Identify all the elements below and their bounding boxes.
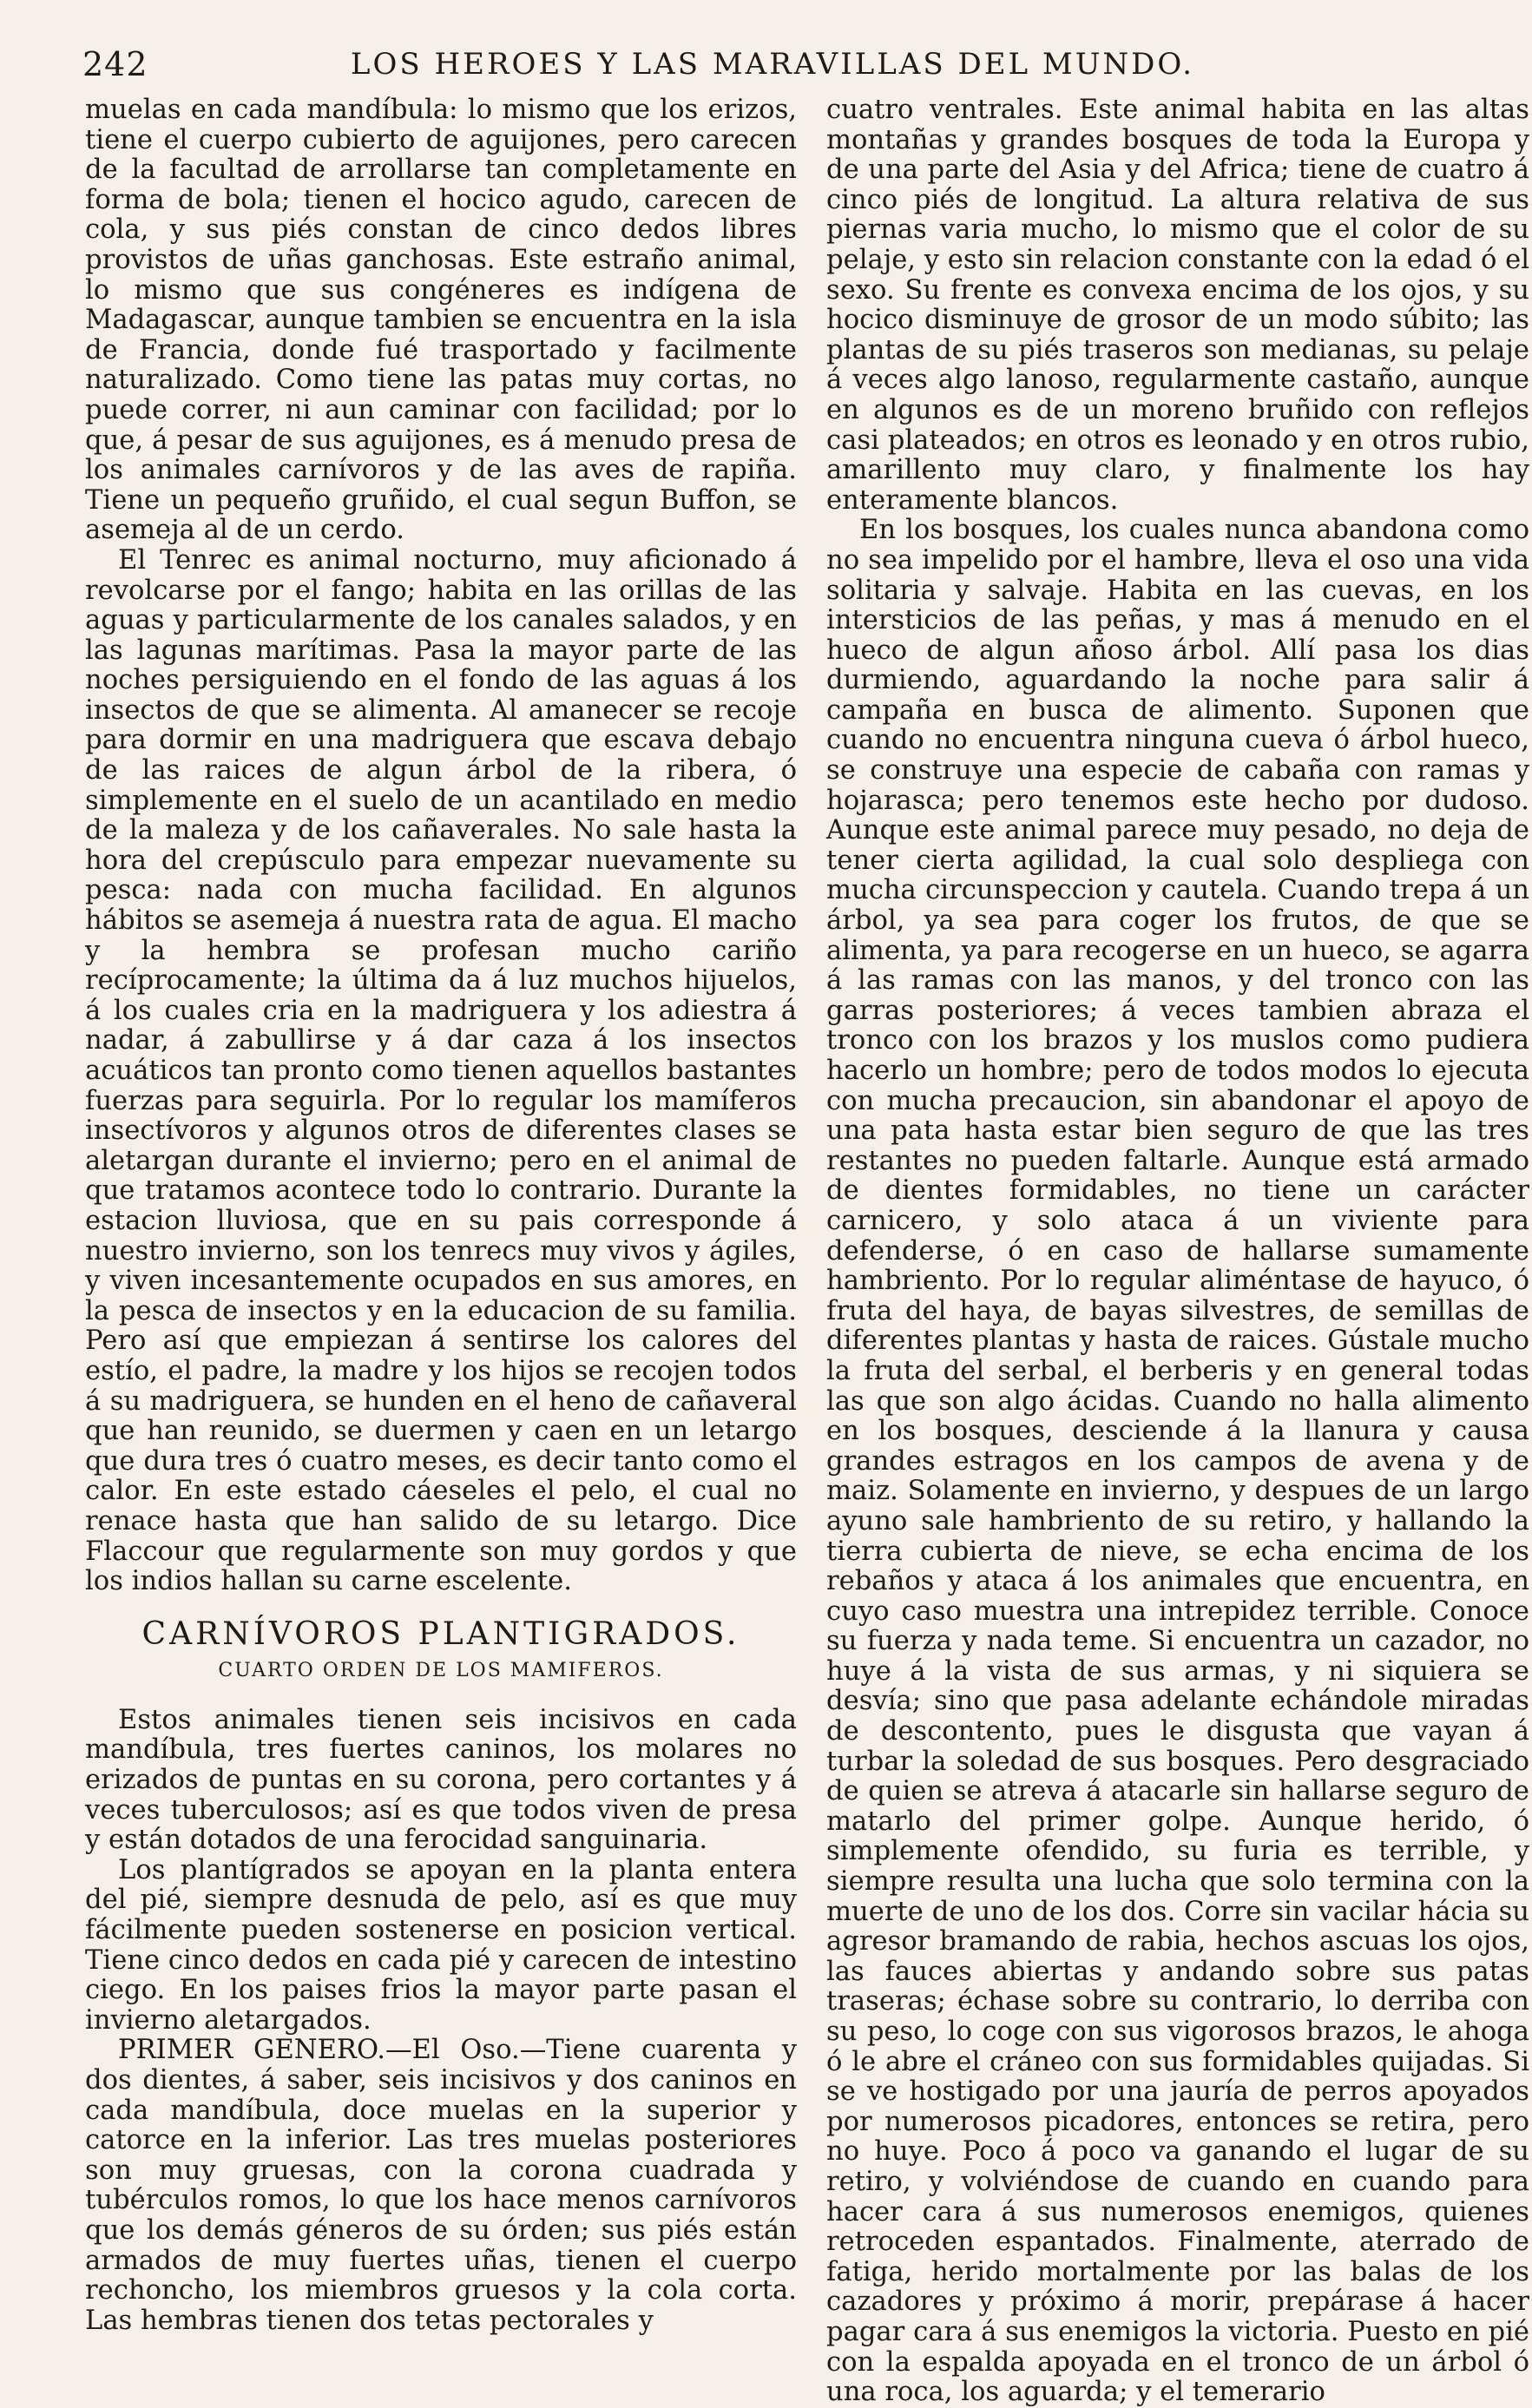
running-title: LOS HEROES Y LAS MARAVILLAS DEL MUNDO. — [350, 47, 1195, 82]
paragraph: Los plantígrados se apoyan en la planta entera del pié, siempre desnuda de pelo, así es que muy fácilmente pueden sostenerse en posicion vertical. Tiene cinco dedos en cada pié y carecen de intestino ciego. En los paises frios la mayor parte pasan el invierno aletargados. — [85, 1854, 797, 2036]
page-number: 242 — [82, 45, 148, 83]
paragraph: Estos animales tienen seis incisivos en cada mandíbula, tres fuertes caninos, los molares no erizados de puntas en su corona, pero cortantes y á veces tuberculosos; así es que todos viven de presa y están dotados de una ferocidad sanguinaria. — [85, 1704, 797, 1856]
right-column — [826, 95, 1529, 2408]
paragraph: muelas en cada mandíbula: lo mismo que los erizos, tiene el cuerpo cubierto de aguijones, pero carecen de la facultad de arrollarse tan completamente en forma de bola; tienen el hocico agudo, carecen de cola, y sus piés constan de cinco dedos libres provistos de uñas ganchosas. Este estraño animal, lo mismo que sus congéneres es indígena de Madagascar, aunque tambien se encuentra en la isla de Francia, donde fué trasportado y facilmente naturalizado. Como tiene las patas muy cortas, no puede correr, ni aun caminar con facilidad; por lo que, á pesar de sus aguijones, es á menudo presa de los animales carnívoros y de las aves de rapiña. Tiene un pequeño gruñido, el cual segun Buffon, se asemeja al de un cerdo. — [85, 95, 797, 546]
paragraph: PRIMER GENERO.—El Oso.—Tiene cuarenta y dos dientes, á saber, seis incisivos y dos caninos en cada mandíbula, doce muelas en la superior y catorce en la inferior. Las tres muelas posteriores son muy gruesas, con la corona cuadrada y tubérculos romos, lo que los hace menos carnívoros que los demás géneros de su órden; sus piés están armados de muy fuertes uñas, tienen el cuerpo rechoncho, los miembros gruesos y la cola corta. Las hembras tienen dos tetas pectorales y — [85, 2035, 797, 2336]
page-header — [82, 45, 1463, 90]
section-heading: CARNÍVOROS PLANTIGRADOS. — [141, 1615, 740, 1652]
section-subheading: CUARTO ORDEN DE LOS MAMIFEROS. — [218, 1660, 664, 1682]
paragraph: El Tenrec es animal nocturno, muy aficionado á revolcarse por el fango; habita en las orillas de las aguas y particularmente de los canales salados, y en las lagunas marítimas. Pasa la mayor parte de las noches persiguiendo en el fondo de las aguas á los insectos de que se alimenta. Al amanecer se recoje para dormir en una madriguera que escava debajo de las raices de algun árbol de la ribera, ó simplemente en el suelo de un acantilado en medio de la maleza y de los cañaverales. No sale hasta la hora del crepúsculo para empezar nuevamente su pesca: nada con mucha facilidad. En algunos hábitos se asemeja á nuestra rata de agua. El macho y la hembra se profesan mucho cariño recíprocamente; la última da á luz muchos hijuelos, á los cuales cria en la madriguera y los adiestra á nadar, á zabullirse y á dar caza á los insectos acuáticos tan pronto como tienen aquellos bastantes fuerzas para seguirla. Por lo regular los mamíferos insectívoros y algunos otros de diferentes clases se aletargan durante el invierno; pero en el animal de que tratamos acontece todo lo contrario. Durante la estacion lluviosa, que en su pais corresponde á nuestro invierno, son los tenrecs muy vivos y ágiles, y viven incesantemente ocupados en sus amores, en la pesca de insectos y en la educacion de su familia. Pero así que empiezan á sentirse los calores del estío, el padre, la madre y los hijos se recojen todos á su madriguera, se hunden en el heno de cañaveral que han reunido, se duermen y caen en un letargo que dura tres ó cuatro meses, es decir tanto como el calor. En este estado cáeseles el pelo, el cual no renace hasta que han salido de su letargo. Dice Flaccour que regularmente son muy gordos y que los indios hallan su carne escelente. — [85, 544, 797, 1597]
paragraph: cuatro ventrales. Este animal habita en las altas montañas y grandes bosques de toda la Europa y de una parte del Asia y del Africa; tiene de cuatro á cinco piés de longitud. La altura relativa de sus piernas varia mucho, lo mismo que el color de su pelaje, y esto sin relacion constante con la edad ó el sexo. Su frente es convexa encima de los ojos, y su hocico disminuye de grosor de un modo súbito; las plantas de su piés traseros son medianas, su pelaje á veces algo lanoso, regularmente castaño, aunque en algunos es de un moreno bruñido con reflejos casi plateados; en otros es leonado y en otros rubio, amarillento muy claro, y finalmente los hay enteramente blancos. — [826, 95, 1529, 516]
left-column — [85, 95, 797, 2336]
paragraph: En los bosques, los cuales nunca abandona como no sea impelido por el hambre, lleva el oso una vida solitaria y salvaje. Habita en las cuevas, en los intersticios de las peñas, y mas á menudo en el hueco de algun añoso árbol. Allí pasa los dias durmiendo, aguardando la noche para salir á campaña en busca de alimento. Suponen que cuando no encuentra ninguna cueva ó árbol hueco, se construye una especie de cabaña con ramas y hojarasca; pero tenemos este hecho por dudoso. Aunque este animal parece muy pesado, no deja de tener cierta agilidad, la cual solo despliega con mucha circunspeccion y cautela. Cuando trepa á un árbol, ya sea para coger los frutos, de que se alimenta, ya para recogerse en un hueco, se agarra á las ramas con las manos, y del tronco con las garras posteriores; á veces tambien abraza el tronco con los brazos y los muslos como pudiera hacerlo un hombre; pero de todos modos lo ejecuta con mucha precaucion, sin abandonar el apoyo de una pata hasta estar bien seguro de que las tres restantes no pueden faltarle. Aunque está armado de dientes formidables, no tiene un carácter carnicero, y solo ataca á un viviente para defenderse, ó en caso de hallarse sumamente hambriento. Por lo regular aliméntase de hayuco, ó fruta del haya, de bayas silvestres, de semillas de diferentes plantas y hasta de raices. Gústale mucho la fruta del serbal, el berberis y en general todas las que son algo ácidas. Cuando no halla alimento en los bosques, desciende á la llanura y causa grandes estragos en los campos de avena y de maiz. Solamente en invierno, y despues de un largo ayuno sale hambriento de su retiro, y hallando la tierra cubierta de nieve, se echa encima de los rebaños y ataca á los animales que encuentra, en cuyo caso muestra una intrepidez terrible. Conoce su fuerza y nada teme. Si encuentra un cazador, no huye á la vista de sus armas, y ni siquiera se desvía; sino que pasa adelante echándole miradas de descontento, pues le disgusta que vayan á turbar la soledad de sus bosques. Pero desgraciado de quien se atreva á atacarle sin hallarse seguro de matarlo del primer golpe. Aunque herido, ó simplemente ofendido, su furia es terrible, y siempre resulta una lucha que solo termina con la muerte de uno de los dos. Corre sin vacilar hácia su agresor bramando de rabia, hechos ascuas los ojos, las fauces abiertas y andando sobre sus patas traseras; échase sobre su contrario, lo derriba con su peso, lo coge con sus vigorosos brazos, le ahoga ó le abre el cráneo con sus formidables quijadas. Si se ve hostigado por una jauría de perros apoyados por numerosos picadores, entonces se retira, pero no huye. Poco á poco va ganando el lugar de su retiro, y volviéndose de cuando en cuando para hacer cara á sus numerosos enemigos, quienes retroceden espantados. Finalmente, aterrado de fatiga, herido mortalmente por las balas de los cazadores y próximo á morir, prepárase á hacer pagar cara á sus enemigos la victoria. Puesto en pié con la espalda apoyada en el tronco de un árbol ó una roca, los aguarda; y el temerario — [826, 515, 1529, 2408]
